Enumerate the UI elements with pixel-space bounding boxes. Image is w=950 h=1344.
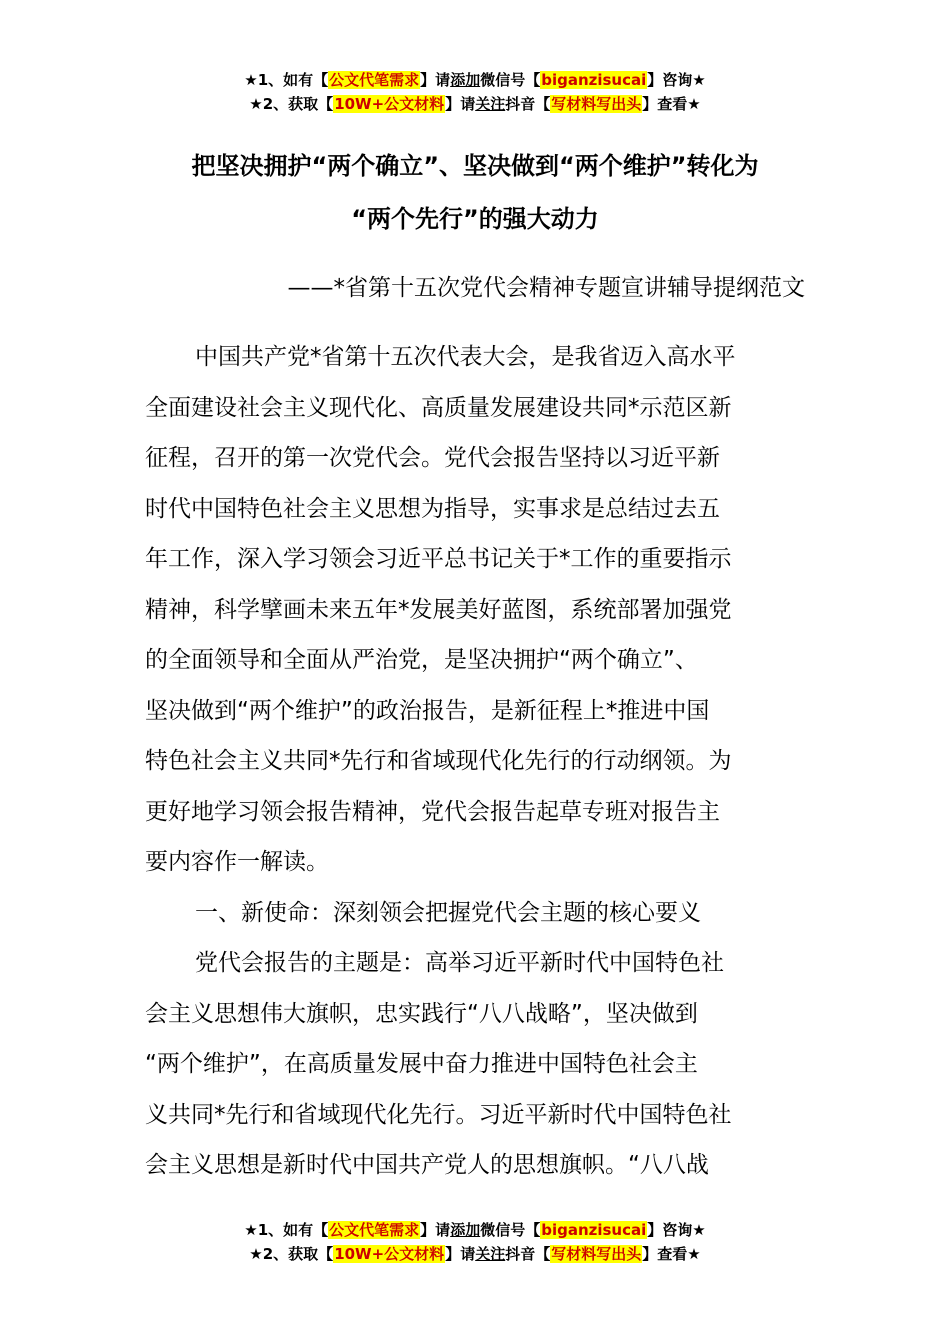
body-line: “两个维护”，在高质量发展中奋力推进中国特色社会主 [145,1051,698,1077]
title-line-1: 把坚决拥护“两个确立”、坚决做到“两个维护”转化为 [191,152,759,180]
body-line: 特色社会主义共同*先行和省域现代化先行的行动纲领。为 [145,748,732,774]
banner-text: 】请 [420,1221,451,1239]
banner-line-1 [0,1218,950,1242]
title-line-2: “两个先行”的强大动力 [351,205,599,233]
body-line: 全面建设社会主义现代化、高质量发展建设共同*示范区新 [145,394,732,421]
body-line: 的全面领导和全面从严治党，是坚决拥护“两个确立”、 [145,647,698,673]
banner-highlight: 10W+公文材料 [334,1245,445,1263]
banner-text: ★2、获取【 [249,1245,334,1263]
body-line: 义共同*先行和省域现代化先行。习近平新时代中国特色社 [145,1101,732,1128]
banner-underline: 添加 [450,1221,481,1239]
body-line: 坚决做到“两个维护”的政治报告，是新征程上*推进中国 [145,697,710,724]
banner-line-2 [0,92,950,116]
body-line: 中国共产党*省第十五次代表大会，是我省迈入高水平 [195,344,736,370]
banner-text: 】请 [445,95,476,113]
banner-text: 抖音【 [505,1245,551,1263]
banner-underline: 关注 [475,1245,506,1263]
banner-text: ★2、获取【 [249,95,334,113]
body-line: 会主义思想是新时代中国共产党人的思想旗帜。“八八战 [145,1152,709,1178]
banner-text: 】查看★ [642,95,701,113]
body-line: 年工作，深入学习领会习近平总书记关于*工作的重要指示 [145,546,732,572]
footer-ad-banner [0,1218,950,1266]
banner-highlight: 写材料写出头 [551,95,642,113]
banner-highlight: 公文代笔需求 [329,71,420,89]
body-line: 会主义思想伟大旗帜，忠实践行“八八战略”，坚决做到 [145,1000,698,1027]
banner-text: 抖音【 [505,95,551,113]
banner-text: 】咨询★ [647,1221,706,1239]
banner-highlight: 写材料写出头 [551,1245,642,1263]
banner-text: 微信号【 [480,1221,541,1239]
banner-highlight: 公文代笔需求 [329,1221,420,1239]
body-line: 时代中国特色社会主义思想为指导，实事求是总结过去五 [145,495,720,522]
body-line: 精神，科学擘画未来五年*发展美好蓝图，系统部署加强党 [145,596,732,623]
document-body [145,332,805,1191]
body-line: 党代会报告的主题是：高举习近平新时代中国特色社 [195,950,724,976]
body-line: 要内容作一解读。 [145,849,329,875]
body-line: 更好地学习领会报告精神，党代会报告起草专班对报告主 [145,798,720,825]
document-subtitle: ——*省第十五次党代会精神专题宣讲辅导提纲范文 [287,275,805,301]
banner-text: ★1、如有【 [244,71,329,89]
banner-highlight: biganzisucai [541,1221,647,1239]
banner-highlight: 10W+公文材料 [334,95,445,113]
banner-text: 】请 [420,71,451,89]
banner-text: ★1、如有【 [244,1221,329,1239]
section-heading: 一、新使命：深刻领会把握党代会主题的核心要义 [195,899,701,926]
body-line: 征程，召开的第一次党代会。党代会报告坚持以习近平新 [145,445,720,471]
banner-text: 】查看★ [642,1245,701,1263]
header-ad-banner [0,68,950,116]
banner-underline: 添加 [450,71,481,89]
banner-text: 】请 [445,1245,476,1263]
banner-text: 】咨询★ [647,71,706,89]
banner-highlight: biganzisucai [541,71,647,89]
document-title [120,140,830,246]
banner-line-2 [0,1242,950,1266]
banner-line-1 [0,68,950,92]
banner-text: 微信号【 [480,71,541,89]
banner-underline: 关注 [475,95,506,113]
